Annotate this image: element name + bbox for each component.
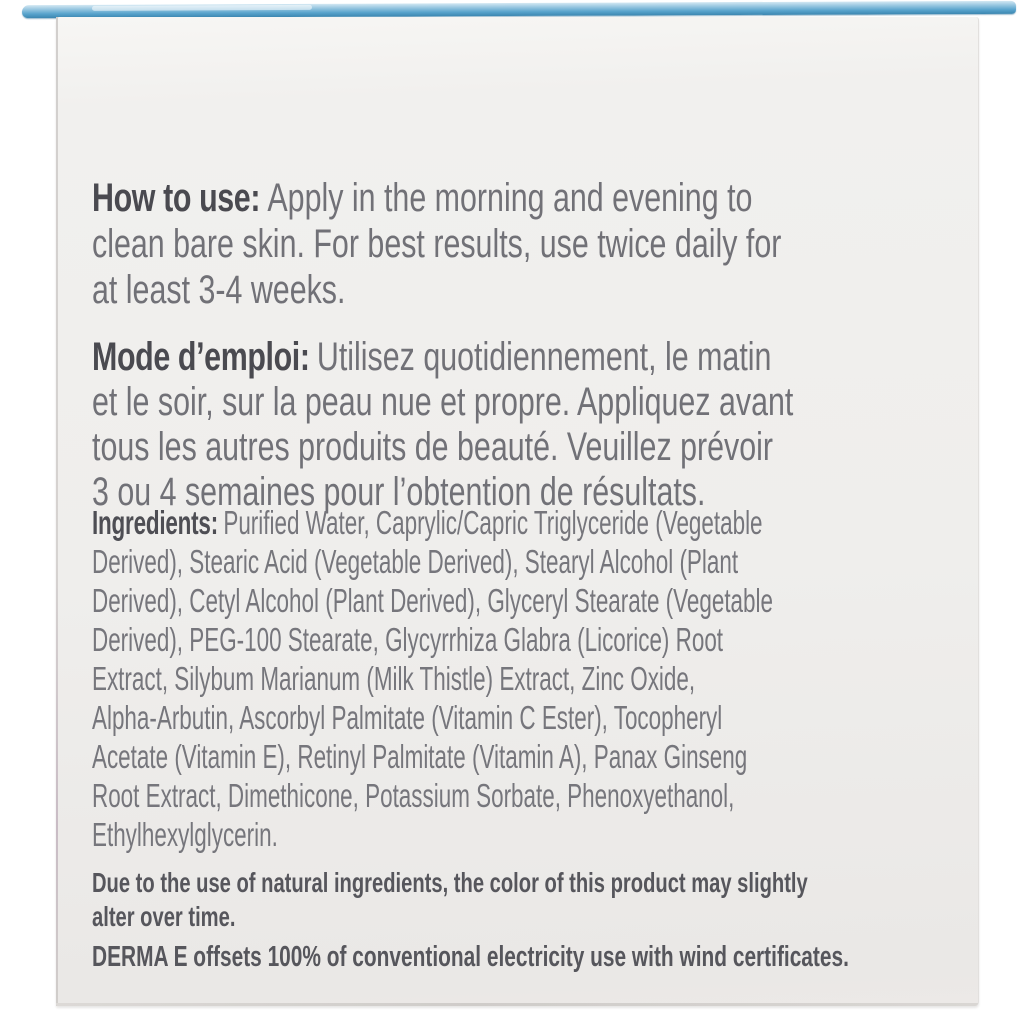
- text-line: et le soir, sur la peau nue et propre. Appliquez avant: [92, 380, 794, 424]
- mode-demploi-section: [92, 335, 793, 515]
- wind-certificate-note: [92, 940, 849, 974]
- text-line: Due to the use of natural ingredients, the color of this product may slightly: [92, 867, 808, 898]
- text-line: Derived), Cetyl Alcohol (Plant Derived), Glyceryl Stearate (Vegetable: [92, 582, 773, 619]
- text-line: Derived), Stearic Acid (Vegetable Derived), Stearyl Alcohol (Plant: [92, 543, 739, 580]
- ingredients-text: Purified Water, Caprylic/Capric Triglyceride (Vegetable: [223, 504, 763, 541]
- text-line: Ethylhexylglycerin.: [92, 816, 278, 853]
- lid-highlight: [92, 5, 312, 11]
- mode-demploi-label: Mode d’emploi:: [92, 335, 310, 379]
- text-line: Acetate (Vitamin E), Retinyl Palmitate (Vitamin A), Panax Ginseng: [92, 738, 748, 775]
- text-line: DERMA E offsets 100% of conventional electricity use with wind certificates.: [92, 941, 849, 973]
- ingredients-section: [92, 503, 773, 854]
- text-line: Derived), PEG-100 Stearate, Glycyrrhiza Glabra (Licorice) Root: [92, 621, 724, 658]
- text-line: at least 3-4 weeks.: [92, 268, 346, 312]
- natural-color-note: [92, 866, 808, 934]
- how-to-use-section: [92, 175, 781, 313]
- text-line: [92, 335, 793, 380]
- text-line: Alpha-Arbutin, Ascorbyl Palmitate (Vitamin C Ester), Tocopheryl: [92, 699, 723, 736]
- box-lid-blue-edge: [22, 1, 1016, 18]
- text-line: 3 ou 4 semaines pour l’obtention de résultats.: [92, 470, 706, 514]
- ingredients-label: Ingredients:: [92, 504, 218, 541]
- text-line: [92, 175, 781, 221]
- text-line: tous les autres produits de beauté. Veuillez prévoir: [92, 425, 774, 469]
- text-line: clean bare skin. For best results, use twice daily for: [92, 222, 782, 266]
- how-to-use-text: Apply in the morning and evening to: [267, 176, 753, 220]
- mode-demploi-text: Utilisez quotidiennement, le matin: [316, 335, 772, 379]
- text-line: alter over time.: [92, 901, 236, 932]
- text-line: [92, 503, 773, 542]
- text-line: Extract, Silybum Marianum (Milk Thistle) Extract, Zinc Oxide,: [92, 660, 696, 697]
- text-line: Root Extract, Dimethicone, Potassium Sorbate, Phenoxyethanol,: [92, 777, 735, 814]
- box-back-panel: [56, 17, 979, 1006]
- how-to-use-label: How to use:: [92, 176, 261, 220]
